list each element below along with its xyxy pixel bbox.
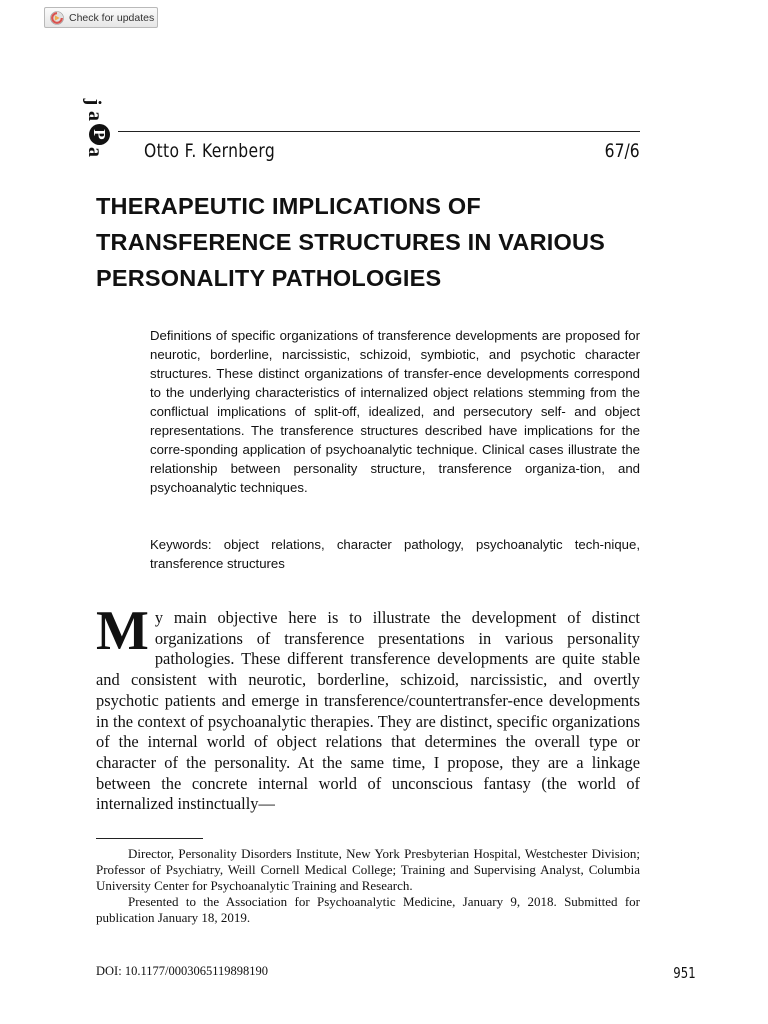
logo-letter: j (82, 98, 105, 106)
check-for-updates-badge[interactable] (44, 7, 158, 28)
running-head-issue: 67/6 (605, 140, 640, 162)
footnotes (96, 846, 640, 926)
page-number: 951 (673, 964, 696, 982)
body-paragraph (96, 600, 640, 815)
logo-letter: a (84, 147, 106, 157)
logo-letter-circled: P (89, 124, 110, 145)
journal-logo (82, 92, 112, 162)
running-head-author: Otto F. Kernberg (144, 140, 276, 162)
doi: DOI: 10.1177/0003065119898190 (96, 964, 268, 978)
check-updates-label: Check for updates (69, 11, 155, 24)
body-text: y main objective here is to illustrate the development of distinct organizations of transference presentations in various personality pathologies. These different transference developments are quite stable and consistent with neurotic, borderline, schizoid, narcissistic, and overtly psychotic patients and emerge in transference/countertransfer-ence developments in the context of psychoanalytic therapies. They are distinct, specific organizations of the internal world of object relations that determines the overall type or character of the personality. At the same time, I propose, they are a linkage between the concrete internal world of unconscious fantasy (the world of internalized instinctually— (96, 608, 640, 814)
logo-letter: a (84, 111, 106, 121)
header-rule (118, 131, 640, 132)
abstract: Definitions of specific organizations of transference developments are proposed for neurotic, borderline, narcissistic, schizoid, symbiotic, and psychotic character structures. These distinct organizations of transfer-ence developments correspond to the underlying characteristics of internalized object relations stemming from the conflictual implications of split-off, idealized, and persecutory self- and object representations. The transference structures described have implications for the corre-sponding application of psychoanalytic technique. Clinical cases illustrate the relationship between personality structure, transference organiza-tion, and psychoanalytic techniques. (150, 328, 640, 495)
footnote-presented: Presented to the Association for Psychoanalytic Medicine, January 9, 2018. Submitted for publication January 18, 2019. (96, 894, 640, 925)
footnote-affiliation: Director, Personality Disorders Institute, New York Presbyterian Hospital, Westchester Division; Professor of Psychiatry, Weill Cornell Medical College; Training and Supervising Analyst, Columbia University Center for Psychoanalytic Training and Research. (96, 846, 640, 893)
keywords: Keywords: object relations, character pathology, psychoanalytic tech-nique, transference structures (150, 537, 640, 571)
check-updates-icon (50, 11, 64, 25)
drop-cap: M (96, 600, 149, 662)
footnote-rule (96, 838, 203, 839)
article-title: THERAPEUTIC IMPLICATIONS OF TRANSFERENCE STRUCTURES IN VARIOUS PERSONALITY PATHOLOGIES (96, 193, 606, 291)
